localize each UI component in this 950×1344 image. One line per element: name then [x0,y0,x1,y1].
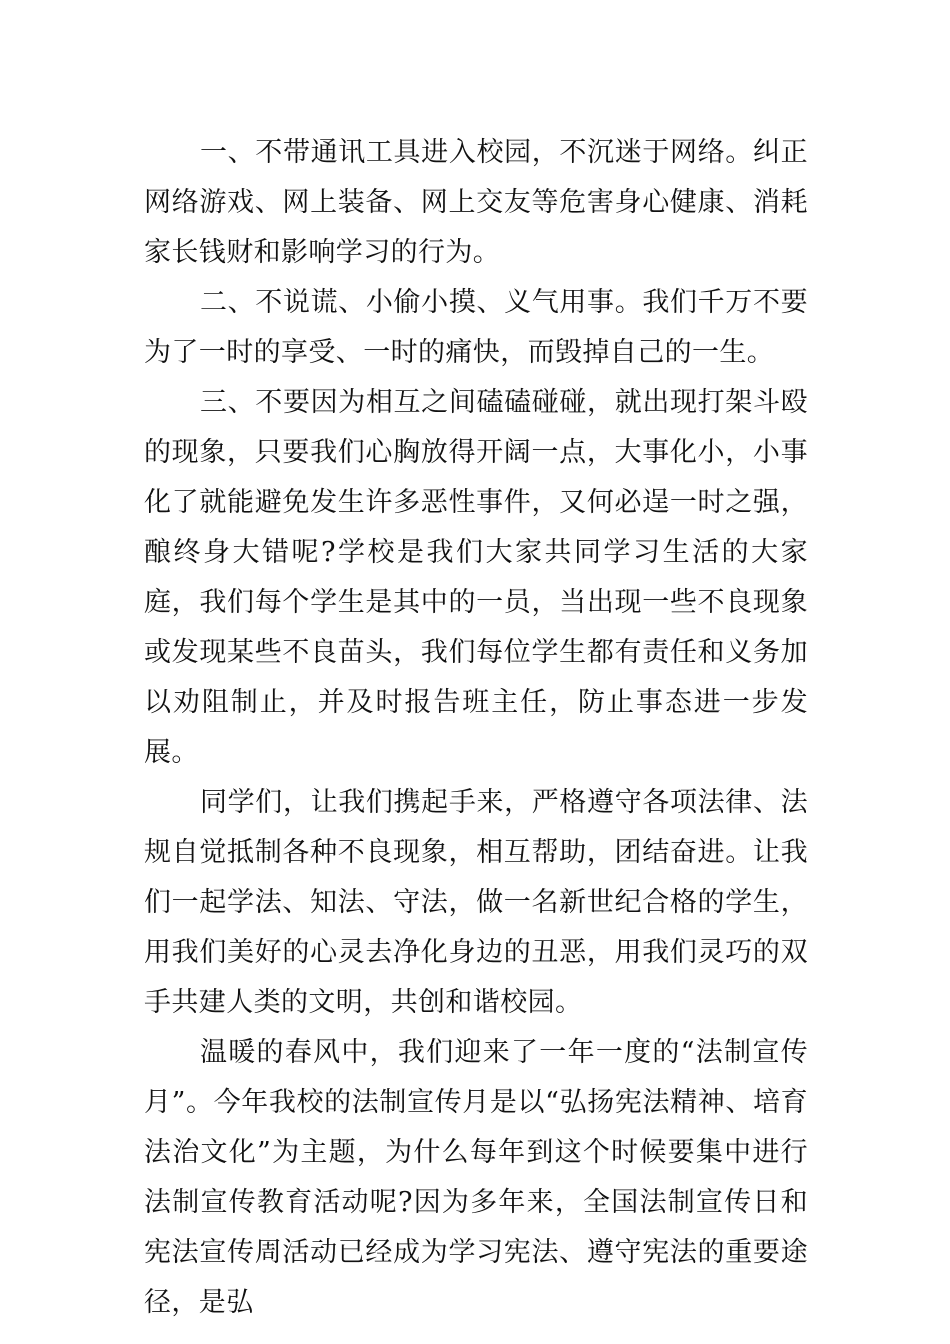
paragraph-2: 二、不说谎、小偷小摸、义气用事。我们千万不要为了一时的享受、一时的痛快，而毁掉自己的一生。 [144,287,808,368]
document-body [144,128,808,1328]
paragraph-4: 同学们，让我们携起手来，严格遵守各项法律、法规自觉抵制各种不良现象，相互帮助，团结奋进。让我们一起学法、知法、守法，做一名新世纪合格的学生，用我们美好的心灵去净化身边的丑恶，用我们灵巧的双手共建人类的文明，共创和谐校园。 [144,787,808,1018]
paragraph-5: 温暖的春风中，我们迎来了一年一度的“法制宣传月”。今年我校的法制宣传月是以“弘扬宪法精神、培育法治文化”为主题，为什么每年到这个时候要集中进行法制宣传教育活动呢?因为多年来，全国法制宣传日和宪法宣传周活动已经成为学习宪法、遵守宪法的重要途径，是弘 [144,1037,808,1318]
paragraph-1: 一、不带通讯工具进入校园，不沉迷于网络。纠正网络游戏、网上装备、网上交友等危害身心健康、消耗家长钱财和影响学习的行为。 [144,137,808,268]
paragraph-3: 三、不要因为相互之间磕磕碰碰，就出现打架斗殴的现象，只要我们心胸放得开阔一点，大事化小，小事化了就能避免发生许多恶性事件，又何必逞一时之强，酿终身大错呢?学校是我们大家共同学习生活的大家庭，我们每个学生是其中的一员，当出现一些不良现象或发现某些不良苗头，我们每位学生都有责任和义务加以劝阻制止，并及时报告班主任，防止事态进一步发展。 [144,387,808,768]
